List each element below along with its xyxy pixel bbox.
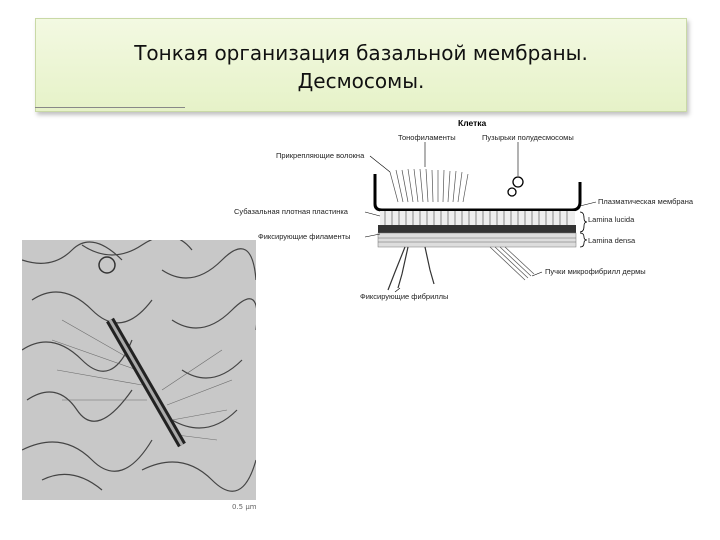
title-banner: [35, 18, 687, 112]
electron-micrograph: [22, 240, 256, 500]
label-cell: Клетка: [458, 118, 487, 128]
label-anchoring-filaments: Фиксирующие филаменты: [258, 232, 351, 241]
label-tonofilaments: Тонофиламенты: [398, 133, 456, 142]
label-anchoring-fibrils: Фиксирующие фибриллы: [360, 292, 449, 301]
label-hemidesmosomes: Пузырьки полудесмосомы: [482, 133, 574, 142]
label-microfibril-bundles: Пучки микрофибрилл дермы: [545, 267, 646, 276]
slide-title-line2: Десмосомы.: [297, 69, 425, 93]
label-lamina-lucida: Lamina lucida: [588, 215, 635, 224]
vesicle: [513, 177, 523, 187]
anchoring-fibrils: [388, 247, 434, 290]
label-subbasal-plate: Субазальная плотная пластинка: [234, 207, 348, 216]
microfibril-bundle: [490, 247, 534, 280]
title-underline: [35, 107, 185, 108]
basement-membrane-schematic: [220, 112, 720, 312]
vesicle: [508, 188, 516, 196]
bracket-densa: [580, 233, 587, 247]
micrograph-scale-caption: 0.5 µm: [232, 503, 257, 511]
label-plasma-membrane: Плазматическая мембрана: [598, 197, 694, 206]
slide-title-line1: Тонкая организация базальной мембраны.: [134, 41, 588, 65]
label-anchoring-fibrils-top: Прикрепляющие волокна: [276, 151, 365, 160]
lamina-densa-band: [378, 225, 576, 233]
bracket-lucida: [580, 212, 587, 232]
label-lamina-densa: Lamina densa: [588, 236, 636, 245]
cell-membrane-outline: [375, 174, 580, 210]
tonofilament-fringe: [390, 169, 468, 202]
lamina-densa-lower: [378, 233, 576, 247]
